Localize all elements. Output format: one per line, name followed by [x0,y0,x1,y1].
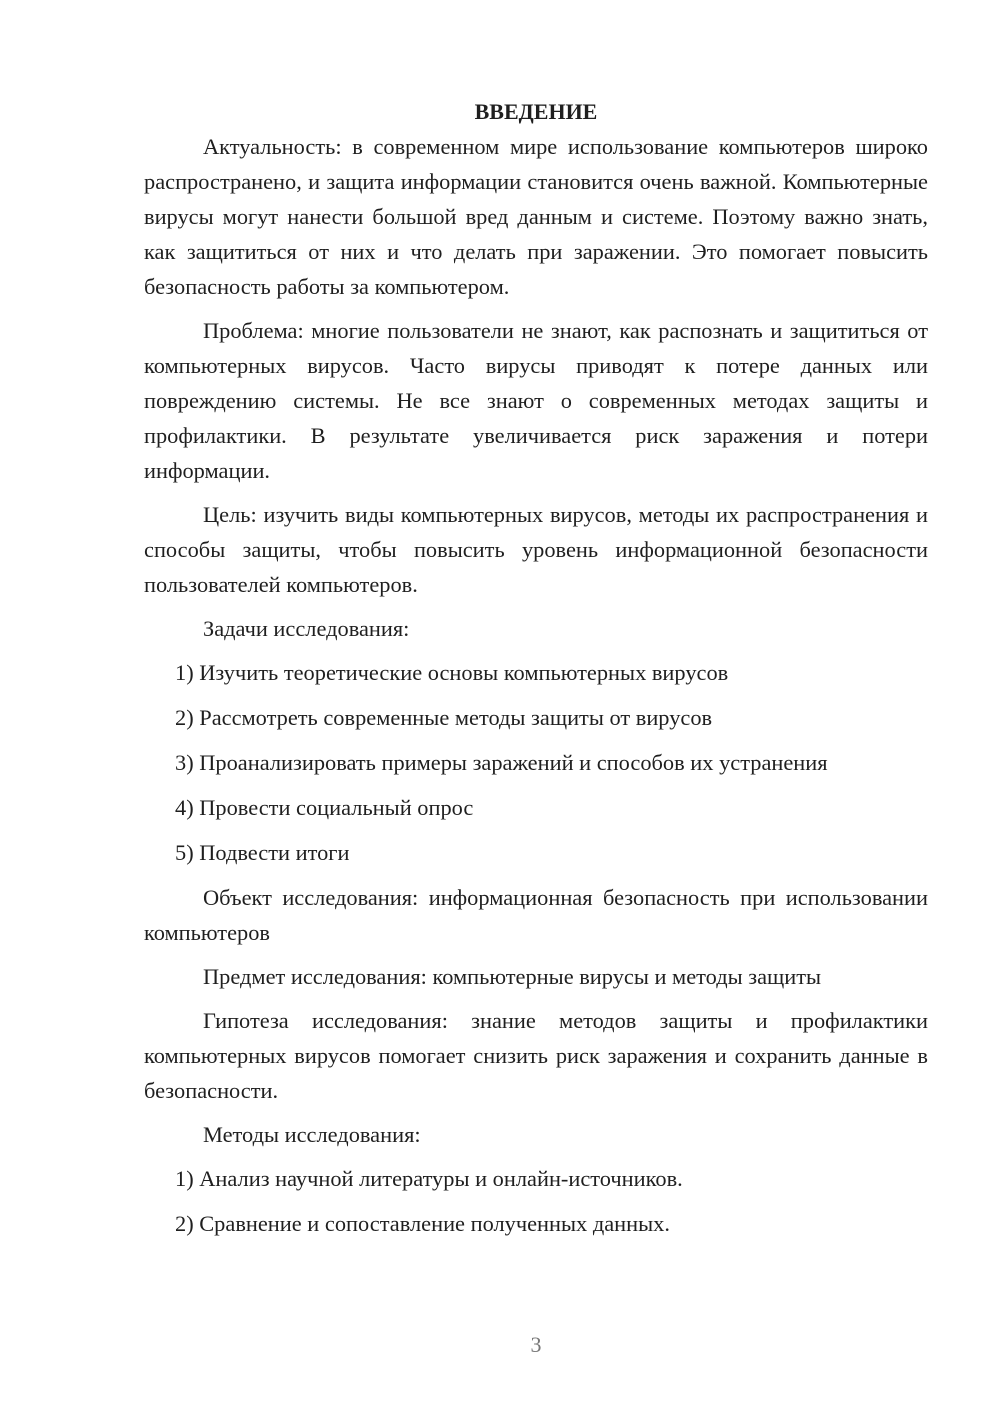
tasks-heading: Задачи исследования: [203,616,410,641]
page-content [144,94,928,1251]
goal-paragraph: Цель: изучить виды компьютерных вирусов, методы их распространения и способы защиты, чтобы повысить уровень информационной безопасности пользователей компьютеров. [144,502,928,597]
relevance-paragraph: Актуальность: в современном мире использование компьютеров широко распространено, и защита информации становится очень важной. Компьютерные вирусы могут нанести большой вред данным и системе. Поэтому важно знать, как защититься от них и что делать при заражении. Это помогает повысить безопасность работы за компьютером. [144,134,928,299]
page-number: 3 [530,1332,542,1357]
subject-paragraph: Предмет исследования: компьютерные вирусы и методы защиты [203,964,822,989]
method-item: 2) Сравнение и сопоставление полученных данных. [175,1211,670,1236]
problem-paragraph: Проблема: многие пользователи не знают, как распознать и защититься от компьютерных вирусов. Часто вирусы приводят к потере данных или повреждению системы. Не все знают о современных методах защиты и профилактики. В результате увеличивается риск заражения и потери информации. [144,318,928,483]
task-item: 1) Изучить теоретические основы компьютерных вирусов [175,660,729,685]
task-item: 3) Проанализировать примеры заражений и способов их устранения [175,750,828,775]
task-item: 5) Подвести итоги [175,840,350,865]
page-title: ВВЕДЕНИЕ [474,99,598,124]
object-paragraph: Объект исследования: информационная безопасность при использовании компьютеров [144,885,928,945]
task-item: 4) Провести социальный опрос [175,795,474,820]
hypothesis-paragraph: Гипотеза исследования: знание методов защиты и профилактики компьютерных вирусов помогает снизить риск заражения и сохранить данные в безопасности. [144,1008,928,1103]
methods-heading: Методы исследования: [203,1122,421,1147]
task-item: 2) Рассмотреть современные методы защиты от вирусов [175,705,713,730]
method-item: 1) Анализ научной литературы и онлайн-источников. [175,1166,683,1191]
